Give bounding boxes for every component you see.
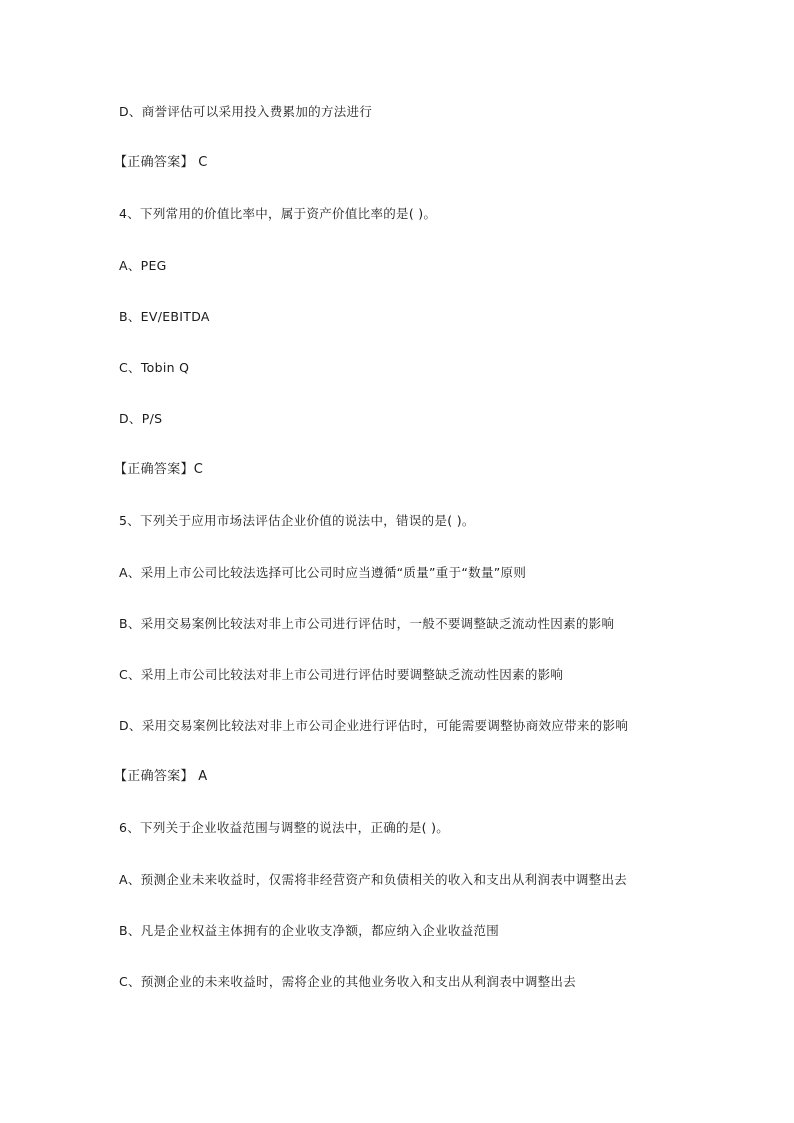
q3-option-d: D、商誉评估可以采用投入费累加的方法进行 <box>119 104 373 119</box>
q4-option-b: B、EV/EBITDA <box>119 309 210 324</box>
q4-correct-answer: 【正确答案】C <box>114 462 204 477</box>
q5-option-a: A、采用上市公司比较法选择可比公司时应当遵循“质量”重于“数量”原则 <box>119 565 527 580</box>
q4-option-a: A、PEG <box>119 258 167 273</box>
q6-option-c: C、预测企业的未来收益时，需将企业的其他业务收入和支出从利润表中调整出去 <box>119 974 577 989</box>
q5-option-b: B、采用交易案例比较法对非上市公司进行评估时，一般不要调整缺乏流动性因素的影响 <box>119 616 615 631</box>
q3-correct-answer: 【正确答案】 C <box>114 155 208 170</box>
q5-option-d: D、采用交易案例比较法对非上市公司企业进行评估时，可能需要调整协商效应带来的影响 <box>119 718 629 733</box>
q5-option-c: C、采用上市公司比较法对非上市公司进行评估时要调整缺乏流动性因素的影响 <box>119 667 564 682</box>
q6-option-a: A、预测企业未来收益时，仅需将非经营资产和负债相关的收入和支出从利润表中调整出去 <box>119 872 628 887</box>
q5-question: 5、下列关于应用市场法评估企业价值的说法中，错误的是( )。 <box>119 513 475 528</box>
q6-question: 6、下列关于企业收益范围与调整的说法中，正确的是( )。 <box>119 820 450 835</box>
q5-correct-answer: 【正确答案】 A <box>114 769 208 784</box>
q4-option-c: C、Tobin Q <box>119 360 190 375</box>
q4-question: 4、下列常用的价值比率中，属于资产价值比率的是( )。 <box>119 206 437 221</box>
q6-option-b: B、凡是企业权益主体拥有的企业收支净额，都应纳入企业收益范围 <box>119 923 500 938</box>
q4-option-d: D、P/S <box>119 411 163 426</box>
